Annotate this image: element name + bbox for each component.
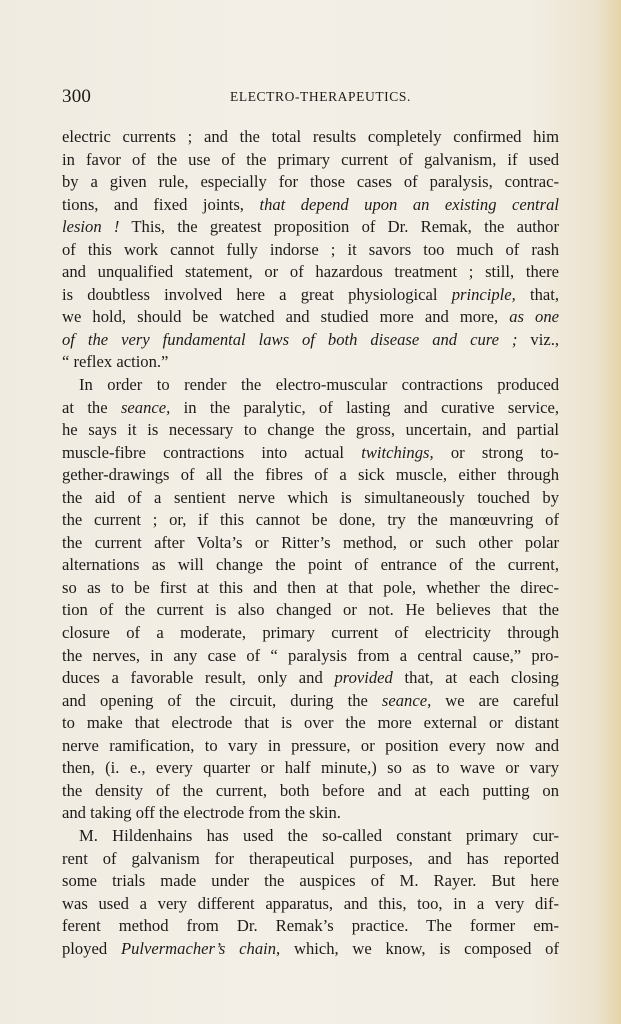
text-line: the nerves, in any case of “ paralysis from a central cause,” pro- (62, 645, 559, 665)
text-line: lesion ! This, the greatest proposition of Dr. Remak, the author (62, 217, 559, 237)
text-line: muscle-fibre contractions into actual twitchings, or strong to- (62, 442, 559, 462)
text-line: of the very fundamental laws of both disease and cure ; viz., (62, 329, 559, 349)
text-line: then, (i. e., every quarter or half minute,) so as to wave or vary (62, 758, 559, 778)
text-line: was used a very different apparatus, and this, too, in a very dif- (62, 893, 559, 913)
text-line: so as to be first at this and then at that pole, whether the direc- (62, 577, 559, 597)
text-line: and unqualified statement, or of hazardous treatment ; still, there (62, 262, 559, 282)
body-text (62, 126, 559, 960)
text-line: we hold, should be watched and studied more and more, as one (62, 307, 559, 327)
text-line: alternations as will change the point of entrance of the current, (62, 555, 559, 575)
page-header (62, 86, 562, 106)
text-line: the current ; or, if this cannot be done, try the manœuvring of (62, 510, 559, 530)
text-line: ferent method from Dr. Remak’s practice. The former em- (62, 916, 559, 936)
text-line: “ reflex action.” (62, 352, 169, 372)
text-line: by a given rule, especially for those cases of paralysis, contrac- (62, 172, 559, 192)
text-line: nerve ramification, to vary in pressure, or position every now and (62, 735, 559, 755)
text-line: and opening of the circuit, during the seance, we are careful (62, 690, 559, 710)
text-line: the aid of a sentient nerve which is simultaneously touched by (62, 487, 559, 507)
text-line: and taking off the electrode from the skin. (62, 803, 341, 823)
text-line: tions, and fixed joints, that depend upon an existing central (62, 194, 559, 214)
text-line: In order to render the electro-muscular contractions produced (79, 375, 559, 395)
text-line: rent of galvanism for therapeutical purposes, and has reported (62, 848, 559, 868)
text-line: in favor of the use of the primary current of galvanism, if used (62, 149, 559, 169)
text-line: to make that electrode that is over the more external or distant (62, 713, 559, 733)
text-line: he says it is necessary to change the gross, uncertain, and partial (62, 420, 559, 440)
page-number: 300 (62, 86, 92, 107)
text-line: the density of the current, both before and at each putting on (62, 780, 559, 800)
text-line: is doubtless involved here a great physiological principle, that, (62, 284, 559, 304)
text-line: gether-drawings of all the fibres of a sick muscle, either through (62, 465, 559, 485)
text-line: closure of a moderate, primary current of electricity through (62, 623, 559, 643)
text-line: the current after Volta’s or Ritter’s method, or such other polar (62, 532, 559, 552)
text-line: of this work cannot fully indorse ; it savors too much of rash (62, 239, 559, 259)
text-line: duces a favorable result, only and provided that, at each closing (62, 668, 559, 688)
text-line: ployed Pulvermacher’s chain, which, we know, is composed of (62, 938, 559, 958)
text-line: some trials made under the auspices of M. Rayer. But here (62, 871, 559, 891)
running-head: ELECTRO-THERAPEUTICS. (230, 89, 411, 104)
text-line: tion of the current is also changed or not. He believes that the (62, 600, 559, 620)
text-line: at the seance, in the paralytic, of lasting and curative service, (62, 397, 559, 417)
text-line: M. Hildenhains has used the so-called constant primary cur- (79, 825, 559, 845)
text-line: electric currents ; and the total results completely confirmed him (62, 127, 559, 146)
